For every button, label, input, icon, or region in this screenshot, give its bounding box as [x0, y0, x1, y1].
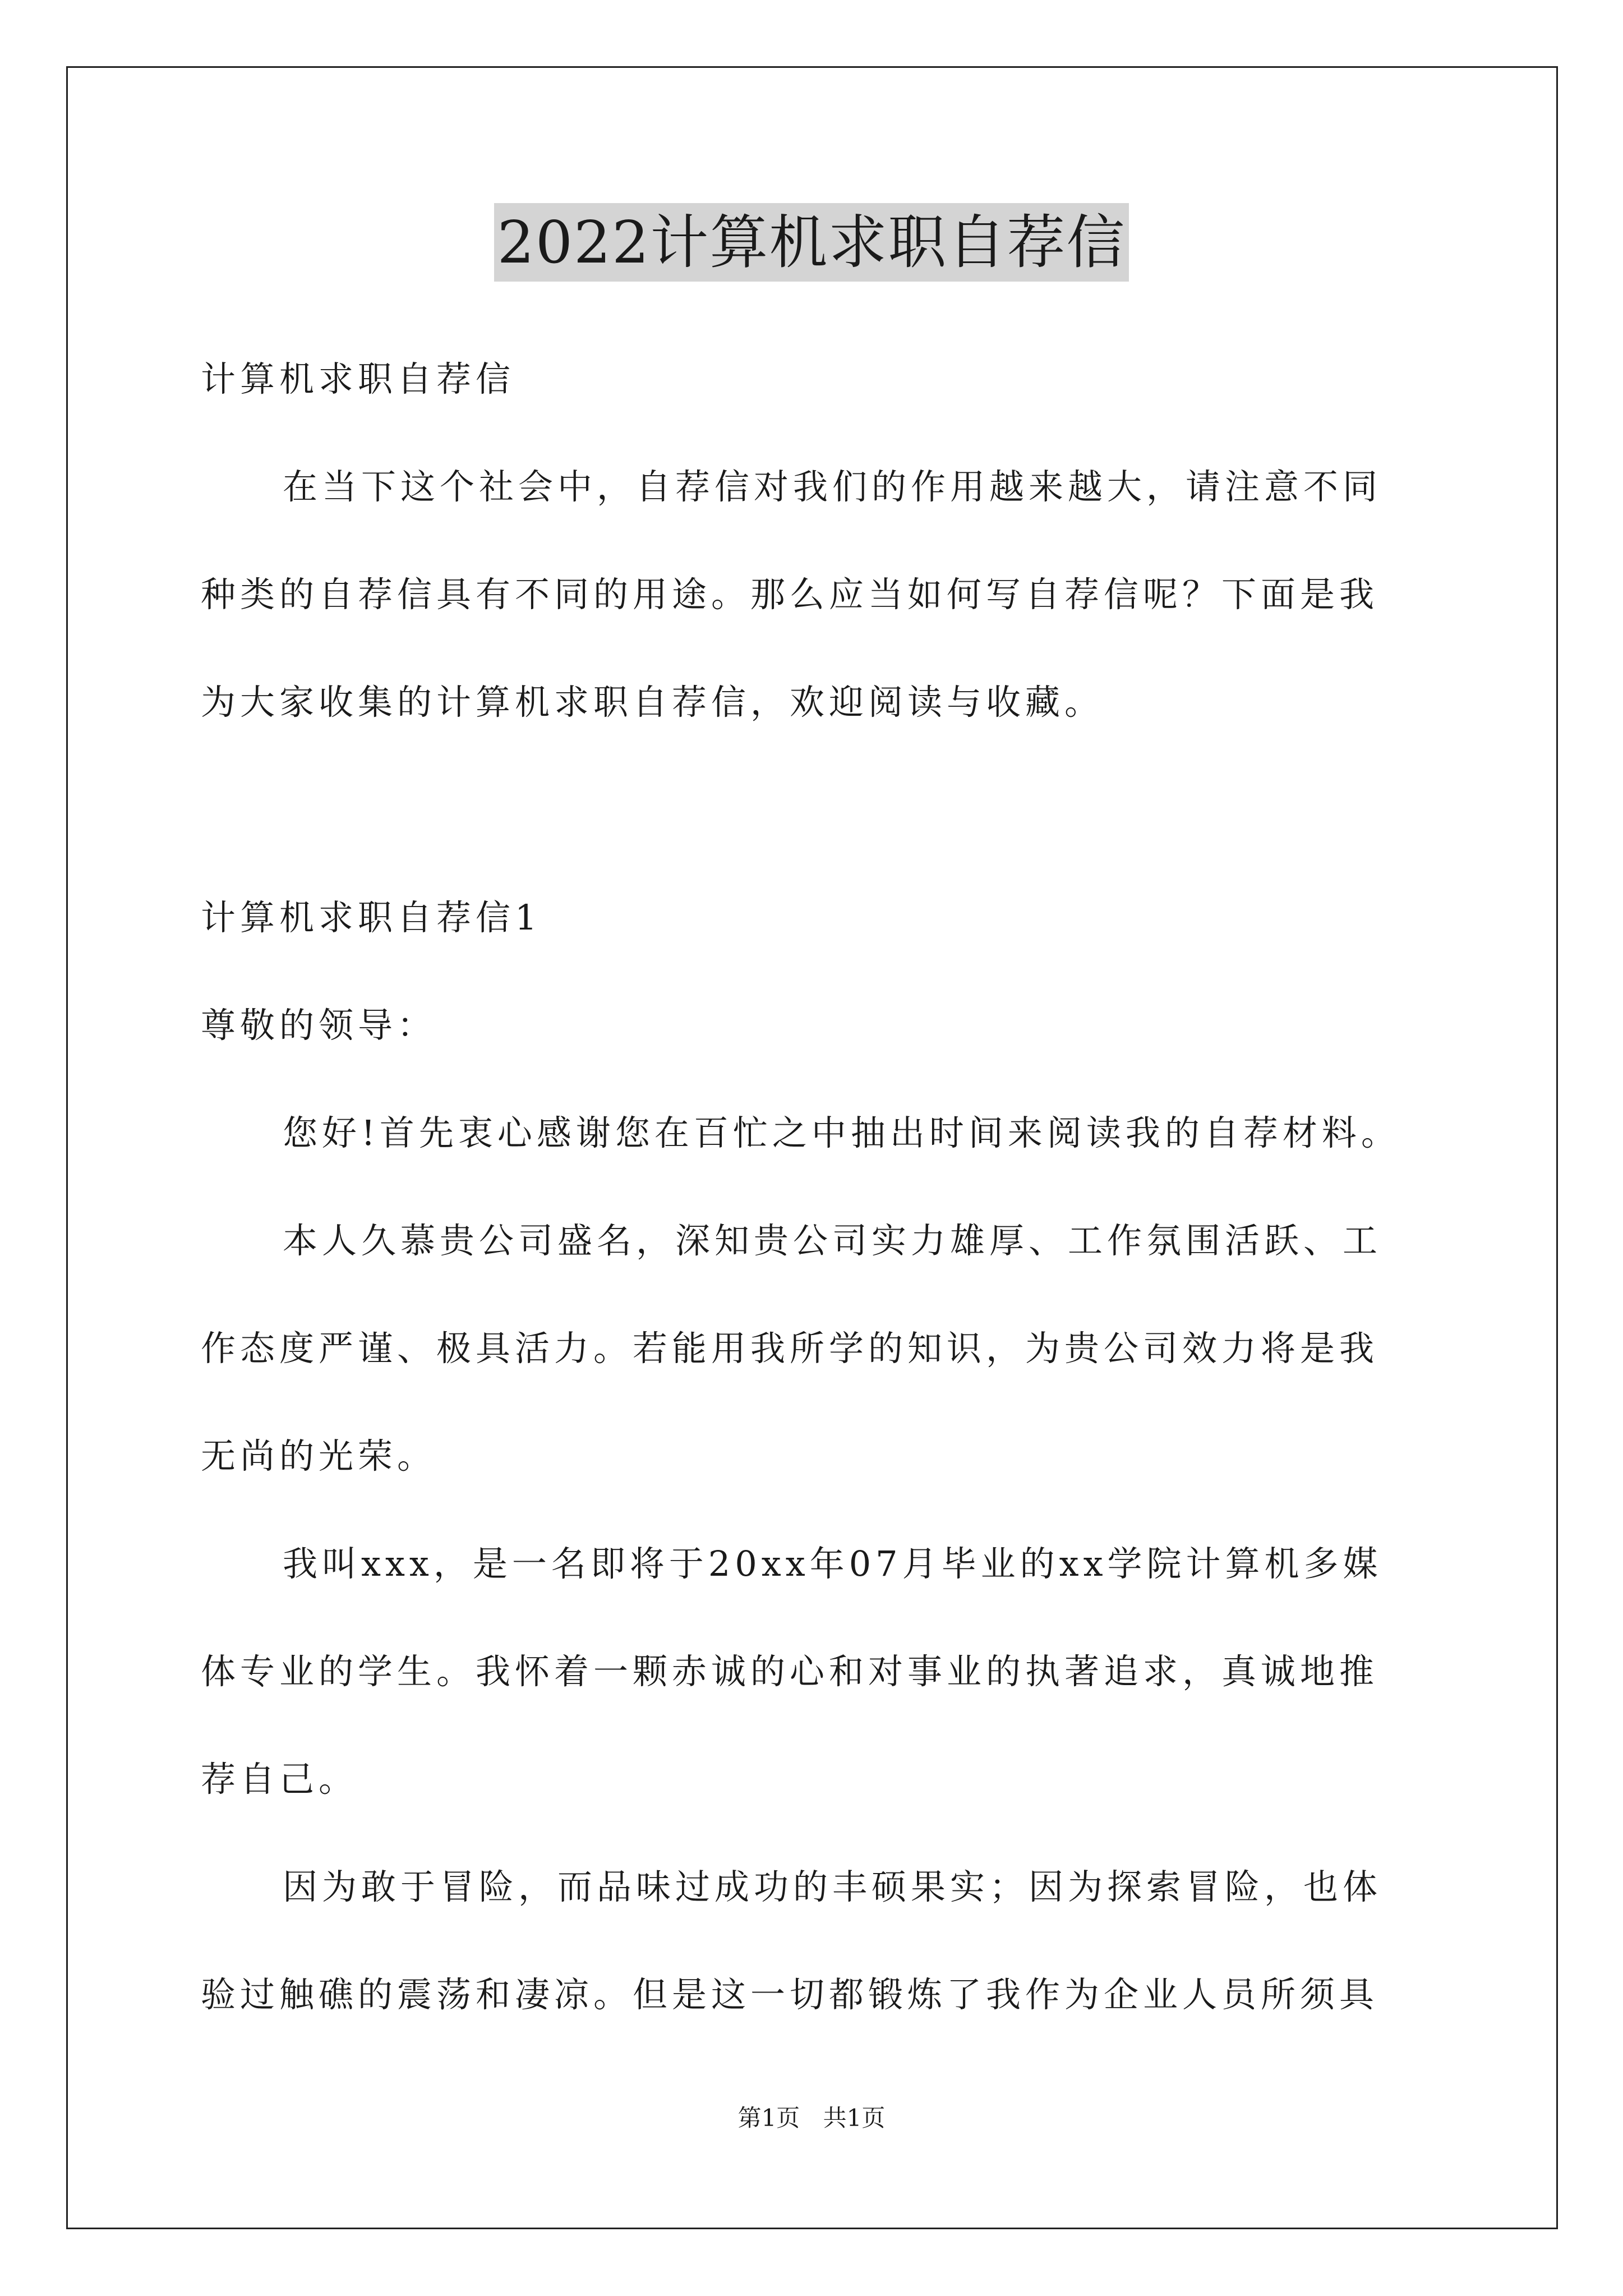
document-title: 2022计算机求职自荐信: [494, 203, 1129, 282]
text-line: 验过触礁的震荡和凄凉。但是这一切都锻炼了我作为企业人员所须具: [201, 1974, 1379, 2015]
text-line: 尊敬的领导：: [201, 1005, 437, 1046]
text-line: 为大家收集的计算机求职自荐信，欢迎阅读与收藏。: [201, 682, 1104, 723]
text-line: 因为敢于冒险，而品味过成功的丰硕果实；因为探索冒险，也体: [283, 1866, 1382, 1907]
text-line: 在当下这个社会中，自荐信对我们的作用越来越大，请注意不同: [283, 466, 1382, 507]
text-line: 您好!首先衷心感谢您在百忙之中抽出时间来阅读我的自荐材料。: [283, 1112, 1400, 1153]
text-line: 计算机求职自荐信1: [201, 897, 542, 938]
page-footer: [0, 2102, 1623, 2134]
text-line: 种类的自荐信具有不同的用途。那么应当如何写自荐信呢？下面是我: [201, 574, 1379, 615]
text-line: 作态度严谨、极具活力。若能用我所学的知识，为贵公司效力将是我: [201, 1328, 1379, 1369]
text-line: 我叫xxx，是一名即将于20xx年07月毕业的xx学院计算机多媒: [283, 1543, 1382, 1584]
text-line: 计算机求职自荐信: [201, 358, 515, 399]
text-line: 体专业的学生。我怀着一颗赤诚的心和对事业的执著追求，真诚地推: [201, 1651, 1379, 1692]
text-line: 荐自己。: [201, 1759, 358, 1800]
text-line: 无尚的光荣。: [201, 1435, 437, 1476]
text-line: 本人久慕贵公司盛名，深知贵公司实力雄厚、工作氛围活跃、工: [283, 1220, 1382, 1261]
page-total: 共1页: [823, 2104, 886, 2132]
title-container: [0, 203, 1623, 282]
page-number: 第1页: [737, 2104, 800, 2132]
